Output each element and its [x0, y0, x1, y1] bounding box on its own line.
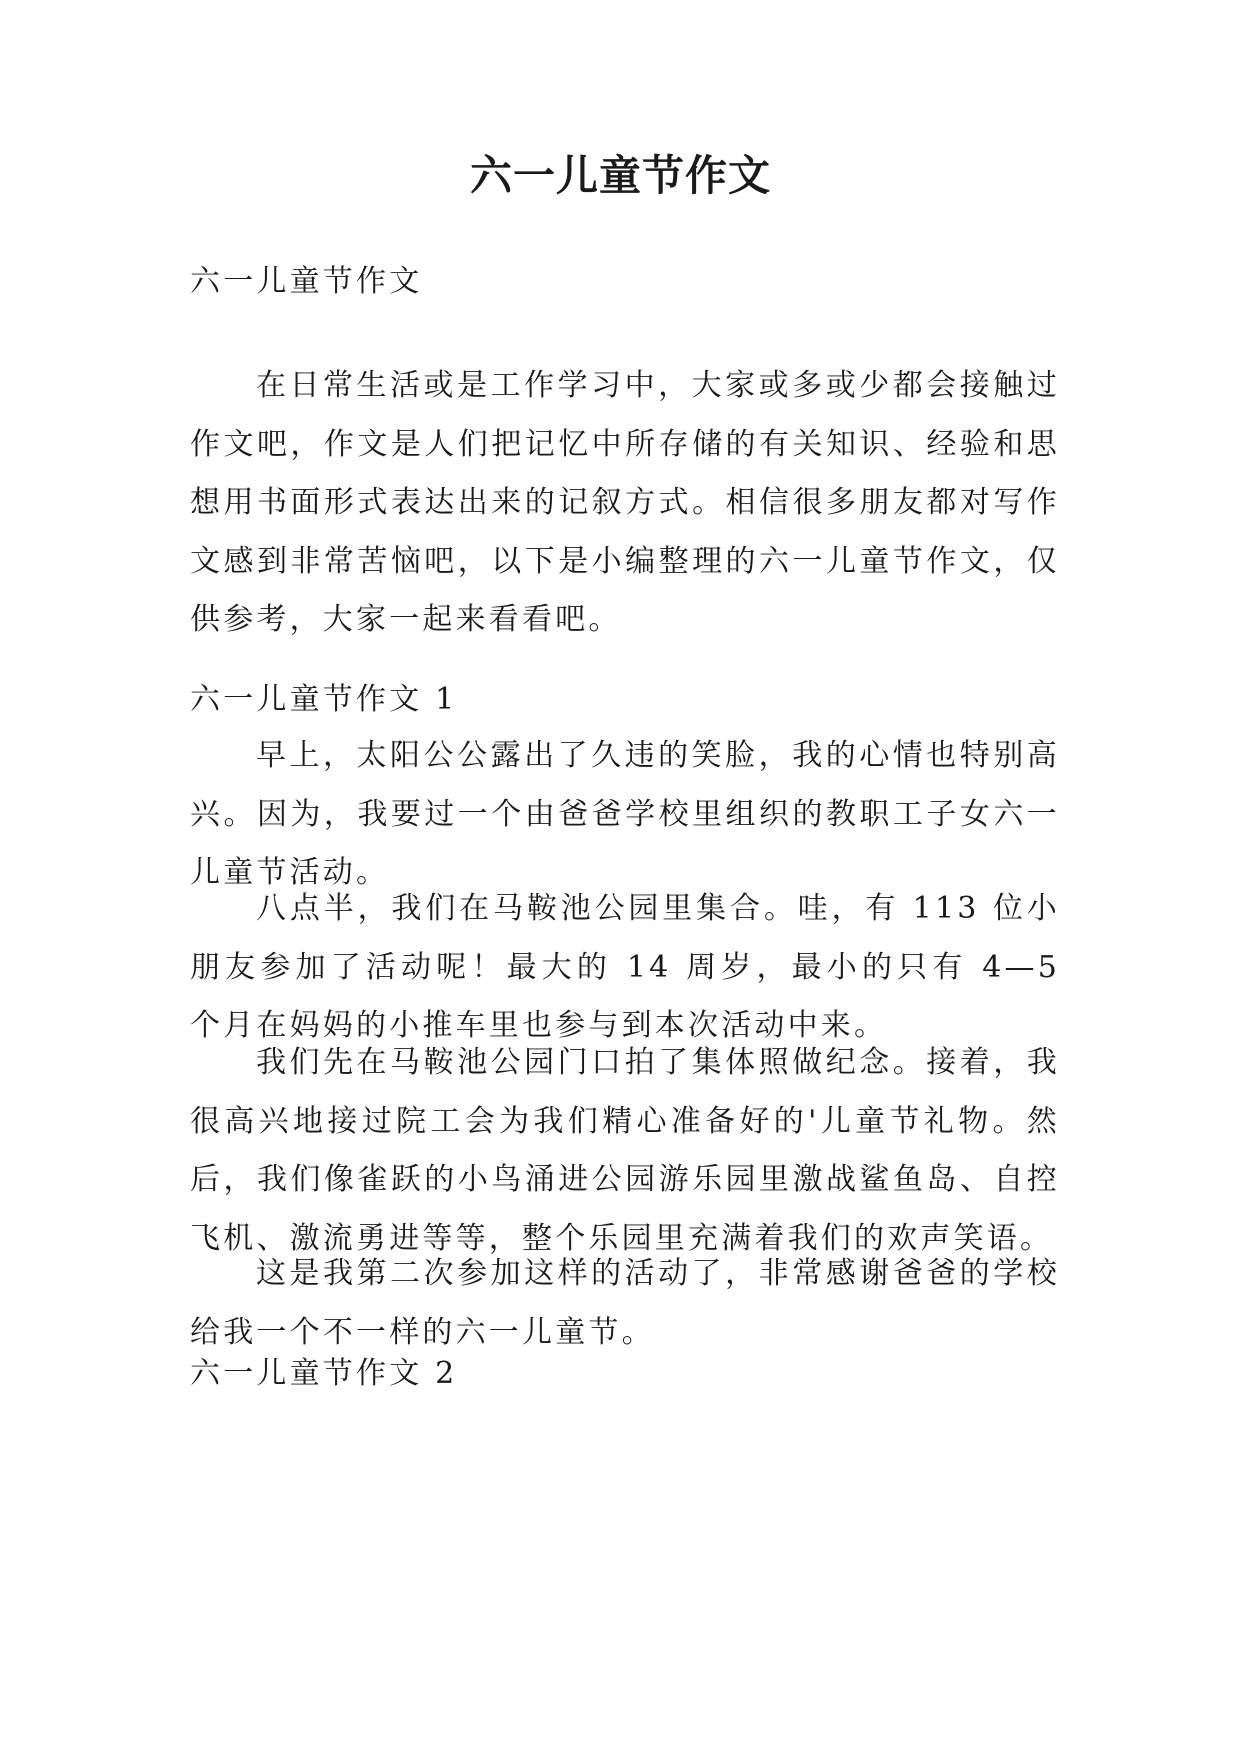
essay-1-paragraph-1: 早上，太阳公公露出了久违的笑脸，我的心情也特别高兴。因为，我要过一个由爸爸学校里组织的教职工子女六一儿童节活动。 [190, 738, 1060, 890]
essay-1-paragraph-3: 我们先在马鞍池公园门口拍了集体照做纪念。接着，我很高兴地接过院工会为我们精心准备好的'儿童节礼物。然后，我们像雀跃的小鸟涌进公园游乐园里激战鲨鱼岛、自控飞机、激流勇进等等，整个乐园里充满着我们的欢声笑语。 [190, 1045, 1060, 1256]
essay-2-heading: 六一儿童节作文 2 [190, 1356, 458, 1391]
essay-1-paragraph-2: 八点半，我们在马鞍池公园里集合。哇，有 113 位小朋友参加了活动呢！最大的 14 周岁，最小的只有 4—5 个月在妈妈的小推车里也参与到本次活动中来。 [190, 891, 1060, 1043]
essay-1-heading: 六一儿童节作文 1 [190, 682, 458, 717]
intro-paragraph: 在日常生活或是工作学习中，大家或多或少都会接触过作文吧，作文是人们把记忆中所存储的有关知识、经验和思想用书面形式表达出来的记叙方式。相信很多朋友都对写作文感到非常苦恼吧，以下是小编整理的六一儿童节作文，仅供参考，大家一起来看看吧。 [190, 368, 1060, 637]
document-subtitle: 六一儿童节作文 [190, 264, 423, 299]
document-title: 六一儿童节作文 [469, 151, 771, 200]
essay-1-paragraph-4: 这是我第二次参加这样的活动了，非常感谢爸爸的学校给我一个不一样的六一儿童节。 [190, 1256, 1060, 1350]
